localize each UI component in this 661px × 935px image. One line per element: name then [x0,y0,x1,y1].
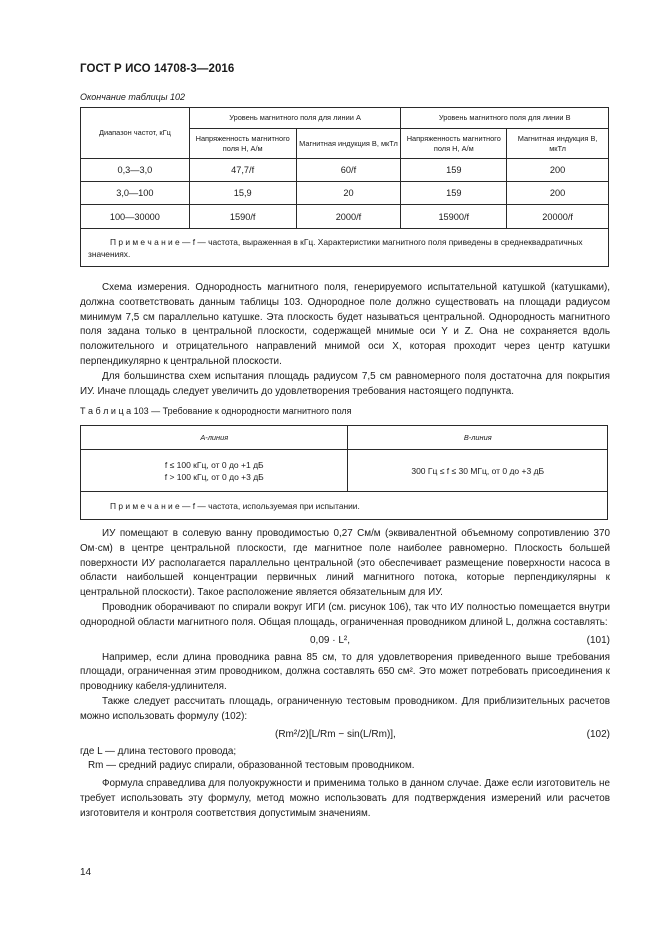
table-row [81,182,609,205]
table-103 [80,425,608,520]
body-section-1 [80,281,610,399]
table-row [81,205,609,229]
col-b-line-header: B-линия [348,426,608,450]
equation-number: (102) [586,728,610,740]
table-103-note [81,492,608,520]
cell-a-line [81,450,348,492]
equation-number: (101) [586,634,610,646]
table-102-note [81,229,609,267]
cell-freq: 100—30000 [81,205,190,229]
paragraph: Также следует рассчитать площадь, ограниченную тестовым проводником. Для приблизительных расчетов можно использовать формулу (102): [80,695,610,722]
equation-102 [80,725,610,745]
cell-bb: 200 [507,182,609,205]
cell-ha: 47,7/f [189,159,296,182]
equation-101 [80,631,610,651]
table-103-caption: Т а б л и ц а 103 — Требование к однородности магнитного поля [80,406,352,416]
group-header-line-a: Уровень магнитного поля для линии A [189,108,401,129]
sub-header-h-a: Напряженность магнитного поля H, А/м [189,129,296,159]
cell-ha: 15,9 [189,182,296,205]
cell-ha: 1590/f [189,205,296,229]
cell-ba: 60/f [296,159,401,182]
table-row [81,159,609,182]
cell-ba: 20 [296,182,401,205]
note-text: — f — частота, используемая при испытании. [179,500,360,511]
cell-b-line: 300 Гц ≤ f ≤ 30 МГц, от 0 до +3 дБ [348,450,608,492]
note-label: П р и м е ч а н и е [110,500,180,511]
table-102 [80,107,609,267]
col-frequency-header: Диапазон частот, кГц [81,108,190,159]
a-line-high: f > 100 кГц, от 0 до +3 дБ [164,471,264,482]
cell-hb: 15900/f [401,205,507,229]
cell-bb: 20000/f [507,205,609,229]
paragraph: Схема измерения. Однородность магнитного поля, генерируемого испытательной катушкой (катушками), должна соответствовать данным таблицы 103. Однородное поле должно существовать на площади радиусом минимум 7,5 см параллельно катушке. Эта плоскость будет называться центральной. Однородность магнитного поля задана только в центральной плоскости, содержащей мнимые оси Y и Z. Она не сохраняется вдоль положительного и отрицательного направлений мнимой оси X, которая проходит через центр катушки перпендикулярно к центральной плоскости. [80,282,610,367]
table-102-caption: Окончание таблицы 102 [80,92,185,102]
col-a-line-header: А-линия [81,426,348,450]
cell-freq: 0,3—3,0 [81,159,190,182]
document-header: ГОСТ Р ИСО 14708-3—2016 [80,63,235,75]
paragraph: Формула справедлива для полуокружности и применима только в данном случае. Даже если изготовитель не требует использовать эту формулу, метод можно использовать для подтверждения измерений или расчетов изготовителя и контроля соответствия допустимым значениям. [80,778,610,819]
paragraph: Для большинства схем испытания площадь радиусом 7,5 см равномерного поля достаточна для покрытия ИУ. Иначе площадь следует увеличить до удовлетворения требования настоящего подпункта. [80,370,610,397]
a-line-low: f ≤ 100 кГц, от 0 до +1 дБ [164,459,264,470]
note-label: П р и м е ч а н и е [110,236,180,247]
paragraph: ИУ помещают в солевую ванну проводимостью 0,27 См/м (эквивалентной объемному сопротивлению 370 Ом·см) в центре центральной плоскости, где магнитное поле наиболее равномерно. Плоскость большей поверхности ИУ располагается параллельно центральной (это обеспечивает размещение поверхности насоса в области наибольшей концентрации первичных линий магнитного потока, которые перпендикулярны к центральной плоскости). Такое расположение является обязательным для ИУ. [80,528,610,599]
equation-formula: 0,09 · L², [310,634,351,646]
page-number: 14 [80,867,92,878]
body-section-2 [80,527,610,822]
paragraph: Например, если длина проводника равна 85 см, то для удовлетворения приведенного выше требования площади, ограниченная этим проводником, должна составлять 650 см². Это может потребовать присоединения к проводнику кабеля-удлинителя. [80,651,610,693]
sub-header-b-b: Магнитная индукция B, мкТл [507,129,609,159]
legend-line: Rm — средний радиус спирали, образованной тестовым проводником. [88,760,415,772]
paragraph: Проводник оборачивают по спирали вокруг ИГИ (см. рисунок 106), так что ИУ полностью помещается внутри однородной области магнитного поля. Общая площадь, ограниченная проводником длиной L, должна составлять: [80,601,610,628]
cell-bb: 200 [507,159,609,182]
cell-ba: 2000/f [296,205,401,229]
legend-line: где L — длина тестового провода; [80,745,237,757]
note-text: — f — частота, выраженная в кГц. Характеристики магнитного поля приведены в среднеквадратичных значениях. [88,236,583,259]
group-header-line-b: Уровень магнитного поля для линии B [401,108,609,129]
cell-hb: 159 [401,182,507,205]
cell-hb: 159 [401,159,507,182]
equation-formula: (Rm²/2)[L/Rm − sin(L/Rm)], [275,728,396,740]
cell-freq: 3,0—100 [81,182,190,205]
sub-header-h-b: Напряженность магнитного поля H, А/м [401,129,507,159]
sub-header-b-a: Магнитная индукция B, мкТл [296,129,401,159]
